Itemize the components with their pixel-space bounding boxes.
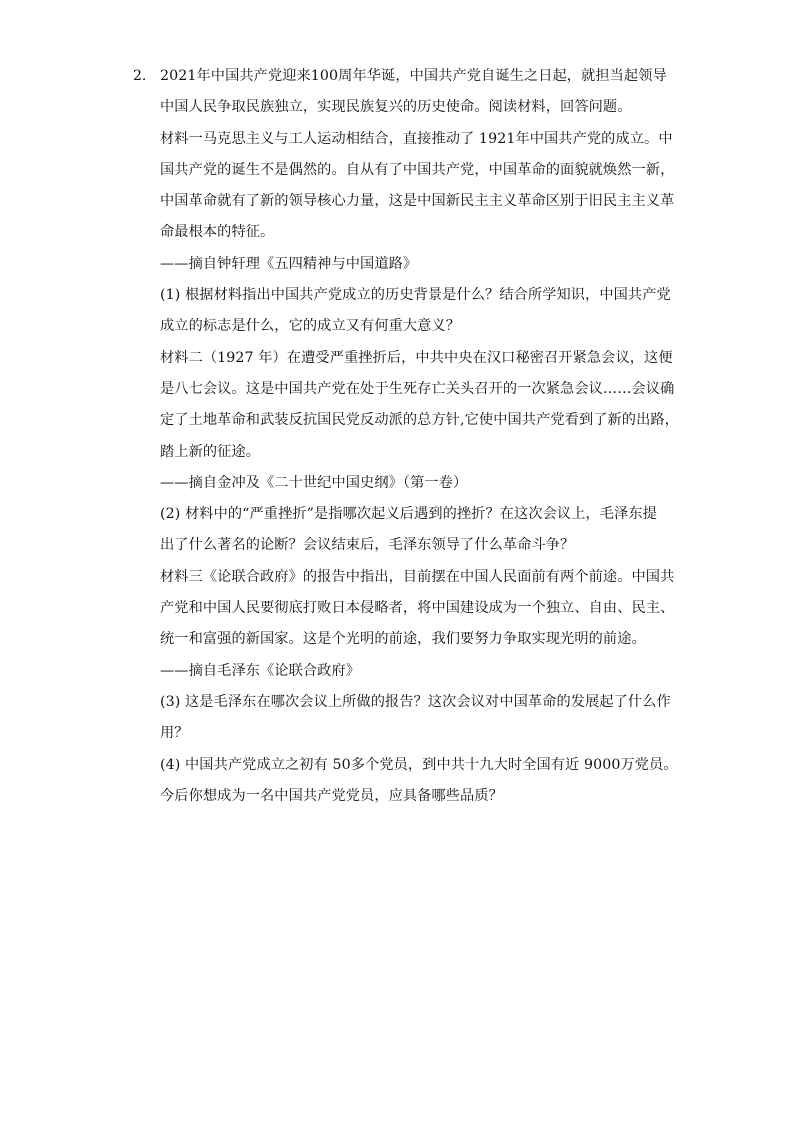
sub-question-4: (4) 中国共产党成立之初有 50多个党员，到中共十九大时全国有近 9000万党员。	[160, 756, 678, 773]
sub-question-2: (2) 材料中的“严重挫折”是指哪次起义后遇到的挫折？在这次会议上，毛泽东提	[160, 506, 657, 523]
text-line: 统一和富强的新国家。这是个光明的前途，我们要努力争取实现光明的前途。	[160, 631, 646, 648]
text-line: 命最根本的特征。	[160, 224, 275, 241]
text-line: 中国人民争取民族独立，实现民族复兴的历史使命。阅读材料，回答问题。	[160, 99, 632, 116]
text-line: 用？	[160, 725, 189, 742]
text-line: 国共产党的诞生不是偶然的。自从有了中国共产党，中国革命的面貌就焕然一新，	[160, 161, 675, 178]
text-line: 材料二（1927 年）在遭受严重挫折后，中共中央在汉口秘密召开紧急会议，这便	[160, 349, 673, 366]
text-line: 踏上新的征途。	[160, 443, 261, 460]
text-line: 材料三《论联合政府》的报告中指出，目前摆在中国人民面前有两个前途。中国共	[160, 568, 675, 585]
sub-question-3: (3) 这是毛泽东在哪次会议上所做的报告？这次会议对中国革命的发展起了什么作	[160, 693, 671, 710]
text-line: 今后你想成为一名中国共产党党员，应具备哪些品质？	[160, 787, 503, 804]
text-line: 产党和中国人民要彻底打败日本侵略者，将中国建设成为一个独立、自由、民主、	[160, 600, 675, 617]
text-line: 是八七会议。这是中国共产党在处于生死存亡关头召开的一次紧急会议……会议确	[160, 380, 675, 397]
question-number: 2.	[133, 68, 147, 84]
text-line: 出了什么著名的论断？会议结束后，毛泽东领导了什么革命斗争？	[160, 537, 575, 554]
question-body	[160, 66, 680, 817]
text-line: 成立的标志是什么，它的成立又有何重大意义？	[160, 318, 461, 335]
text-line: 定了土地革命和武装反抗国民党反动派的总方针,它使中国共产党看到了新的出路，	[160, 412, 679, 429]
text-line: 中国革命就有了新的领导核心力量，这是中国新民主主义革命区别于旧民主主义革	[160, 193, 675, 210]
sub-question-1: (1) 根据材料指出中国共产党成立的历史背景是什么？结合所学知识，中国共产党	[160, 287, 671, 304]
text-line: 材料一马克思主义与工人运动相结合，直接推动了 1921年中国共产党的成立。中	[160, 130, 673, 147]
text-line: 2021年中国共产党迎来100周年华诞，中国共产党自诞生之日起，就担当起领导	[160, 68, 667, 84]
source-citation: ——摘自金冲及《二十世纪中国史纲》（第一卷）	[160, 474, 468, 491]
source-citation: ——摘自毛泽东《论联合政府》	[160, 662, 361, 679]
source-citation: ——摘自钟轩理《五四精神与中国道路》	[160, 255, 418, 272]
